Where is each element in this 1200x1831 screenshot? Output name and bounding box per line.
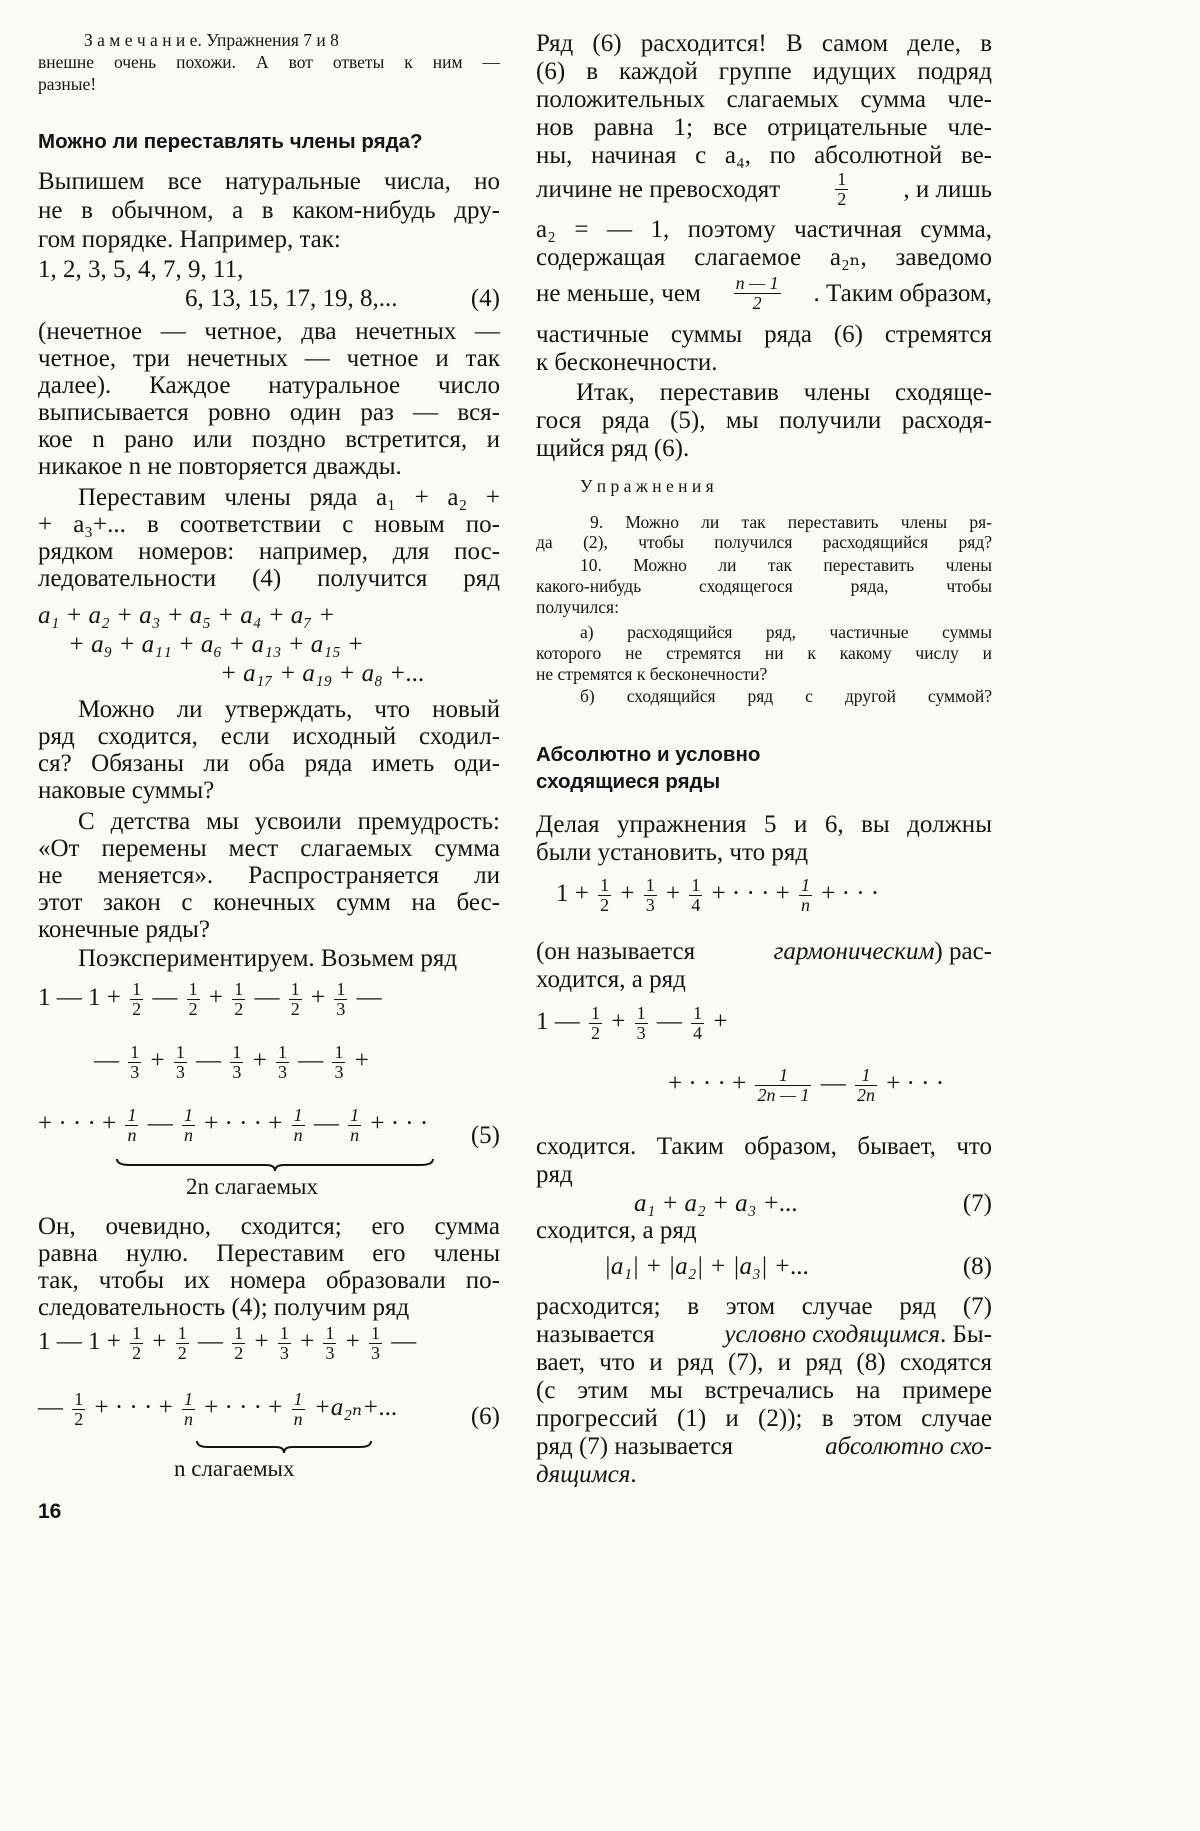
math-text: 1 + (556, 880, 589, 908)
text-line: ны, начиная с a₄, по абсолютной ве- (536, 142, 992, 169)
text-line: ряд (536, 1161, 573, 1188)
fraction: $\frac{1}{n}$ (183, 1389, 193, 1429)
fraction: $\frac{1}{3}$ (636, 1003, 646, 1043)
underbrace-n (196, 1440, 372, 1454)
fraction: $\frac{1}{2n — 1}$ (757, 1065, 810, 1105)
exercises-title: У п р а ж н е н и я (580, 476, 714, 496)
math-text: 1 — 1 + (38, 984, 121, 1012)
text-fragment: ряд (7) называется (536, 1433, 734, 1460)
math-op: — (391, 1328, 417, 1356)
equation-number-7: (7) (962, 1190, 992, 1217)
text-line: гом порядке. Например, так: (38, 226, 341, 253)
math-op: + (611, 1008, 626, 1036)
text-line (536, 1461, 992, 1488)
text-line: «От перемены мест слагаемых сумма (38, 835, 500, 862)
text-line: (6) в каждой группе идущих подряд (536, 58, 992, 85)
fraction: $\frac{1}{3}$ (175, 1042, 185, 1082)
math-op: + · · · (886, 1070, 945, 1098)
text-line: не меняется». Распространяется ли (38, 862, 500, 889)
text-line: a₂ = — 1, поэтому частичная сумма, (536, 216, 992, 243)
text-line: следовательность (4); получим ряд (38, 1294, 410, 1321)
exercise-line: б) сходящийся ряд с другой суммой? (580, 686, 992, 706)
math-text: 1 — (536, 1008, 580, 1036)
math-op: + · · · + (204, 1394, 283, 1422)
text-line (536, 1433, 992, 1460)
text-line: конечные ряды? (38, 916, 210, 943)
text-line: содержащая слагаемое a₂ₙ, заведомо (536, 244, 992, 271)
text-line: сходится, а ряд (536, 1217, 697, 1244)
fraction: $\frac{1}{n}$ (350, 1105, 360, 1145)
text-fragment: , и лишь (903, 176, 992, 203)
equation-number-8: (8) (962, 1253, 992, 1280)
math-op: — (38, 1394, 63, 1422)
text-line-with-fraction (536, 170, 992, 209)
text-line: щийся ряд (6). (536, 435, 690, 462)
exercise-line: какого-нибудь сходящегося ряда, чтобы (536, 576, 992, 596)
text-line: наковые суммы? (38, 777, 215, 804)
equation-number-4: (4) (470, 285, 500, 312)
fraction: $\frac{1}{2}$ (234, 979, 244, 1019)
text-line (536, 938, 992, 965)
sequence-4-line-1: 1, 2, 3, 5, 4, 7, 9, 11, (38, 256, 244, 283)
math-op: + · · · + (668, 1070, 747, 1098)
text-fragment: ) рас- (934, 938, 992, 965)
text-line: гося ряда (5), мы получили расходя- (536, 407, 992, 434)
exercise-line: не стремятся к бесконечности? (536, 664, 768, 684)
exercise-line: 10. Можно ли так переставить члены (580, 555, 992, 575)
text-fragment: . Таким образом, (813, 280, 992, 307)
math-op: — (152, 984, 178, 1012)
series-5-line-2 (38, 1043, 500, 1082)
equation-number-5: (5) (470, 1122, 500, 1149)
math-op: — (147, 1110, 173, 1138)
text-line: далее). Каждое натуральное число (38, 372, 500, 399)
fraction: $\frac{1}{2}$ (177, 1323, 187, 1363)
fraction: $\frac{1}{n}$ (183, 1105, 193, 1145)
fraction: $\frac{1}{3}$ (371, 1323, 381, 1363)
text-line: Можно ли утверждать, что новый (78, 696, 500, 723)
text-fragment: . Бы- (940, 1321, 992, 1348)
fraction: $\frac{1}{3}$ (232, 1042, 242, 1082)
page-number: 16 (38, 1500, 62, 1523)
text-line: четное, три нечетных — четное и так (38, 345, 500, 372)
math-op: + (310, 984, 326, 1012)
harmonic-series (536, 876, 992, 915)
text-line: к бесконечности. (536, 349, 718, 376)
underbrace-label-2n: 2n слагаемых (186, 1174, 319, 1199)
fraction: $\frac{1}{n}$ (801, 875, 811, 915)
math-op: + · · · + (38, 1110, 117, 1138)
fraction: $\frac{1}{2}$ (74, 1389, 84, 1429)
equation-number-6: (6) (470, 1403, 500, 1430)
text-fragment: . (630, 1461, 637, 1488)
fraction: $\frac{1}{2}$ (600, 875, 610, 915)
text-line: выписывается ровно один раз — вся- (38, 399, 500, 426)
exercise-line: которого не стремятся ни к какому числу и (536, 643, 992, 663)
text-line: ходится, а ряд (536, 966, 686, 993)
math-op: — (197, 1328, 223, 1356)
text-line: Поэкспериментируем. Возьмем ряд (78, 945, 458, 972)
fraction: $\frac{1}{3}$ (645, 875, 655, 915)
text-line: равна нулю. Переставим его члены (38, 1240, 500, 1267)
fraction-one-half: $\frac{1}{2}$ (837, 169, 847, 209)
math-op: + (208, 984, 223, 1012)
text-line: (с этим мы встречались на примере (536, 1377, 992, 1404)
fraction: $\frac{1}{n}$ (293, 1389, 303, 1429)
math-op: — (313, 1110, 339, 1138)
text-line: частичные суммы ряда (6) стремятся (536, 321, 992, 348)
math-op: + (354, 1047, 369, 1075)
text-line: были установить, что ряд (536, 839, 809, 866)
text-line: так, чтобы их номера образовали по- (38, 1267, 500, 1294)
alternating-series-line-2 (536, 1066, 992, 1105)
math-op: + (152, 1328, 167, 1356)
italic-term-conditional: условно сходящимся (724, 1321, 941, 1348)
math-op: — (94, 1047, 119, 1075)
fraction: $\frac{1}{2}$ (188, 979, 198, 1019)
fraction: $\frac{1}{3}$ (130, 1042, 140, 1082)
math-op: — (254, 984, 280, 1012)
text-line: ся? Обязаны ли оба ряда иметь оди- (38, 750, 500, 777)
exercise-line: получился: (536, 597, 619, 617)
text-line: Переставим члены ряда a₁ + a₂ + (78, 484, 500, 511)
fraction: $\frac{1}{3}$ (277, 1042, 287, 1082)
exercise-line: 9. Можно ли так переставить члены ря- (590, 512, 992, 532)
text-line: С детства мы усвоили премудрость: (78, 808, 500, 835)
text-line (536, 1321, 992, 1348)
exercise-line: а) расходящийся ряд, частичные суммы (580, 622, 992, 642)
fraction: $\frac{1}{3}$ (279, 1323, 289, 1363)
fraction: $\frac{1}{4}$ (691, 875, 701, 915)
series-a-line-3: + a₁₇ + a₁₉ + a₈ +... (220, 660, 425, 687)
underbrace-label-n: n слагаемых (174, 1456, 295, 1481)
math-op: — (356, 984, 382, 1012)
math-op: + (665, 880, 681, 908)
text-fragment: личине не превосходят (536, 176, 781, 203)
text-line: ряд сходится, если исходный сходил- (38, 723, 500, 750)
text-line: никакое n не повторяется дважды. (38, 453, 402, 480)
fraction: $\frac{1}{3}$ (336, 979, 346, 1019)
math-op: + · · · (821, 880, 880, 908)
fraction: $\frac{1}{2}$ (132, 1323, 142, 1363)
text-line: Выпишем все натуральные числа, но (38, 168, 500, 195)
text-line: положительных слагаемых сумма чле- (536, 86, 992, 113)
text-line: (нечетное — четное, два нечетных — (38, 318, 500, 345)
section-heading-absolute-conditional-line-2: сходящиеся ряды (536, 770, 721, 793)
text-fragment: называется (536, 1321, 655, 1348)
text-line: расходится; в этом случае ряд (7) (536, 1293, 992, 1320)
text-line: не в обычном, а в каком-нибудь дру- (38, 197, 500, 224)
math-op: + · · · (370, 1110, 429, 1138)
math-text: 1 — 1 + (38, 1328, 121, 1356)
fraction: $\frac{1}{n}$ (127, 1105, 137, 1145)
remark-line-1: З а м е ч а н и е. Упражнения 7 и 8 (84, 30, 339, 50)
text-line: Делая упражнения 5 и 6, вы должны (536, 811, 992, 838)
exercise-line: да (2), чтобы получился расходящийся ряд? (536, 532, 992, 552)
fraction: $\frac{1}{4}$ (693, 1003, 703, 1043)
math-op: + (254, 1328, 269, 1356)
math-op: + (620, 880, 635, 908)
math-op: — (820, 1070, 846, 1098)
italic-term-absolute: абсолютно схо- (825, 1433, 992, 1460)
remark-line-2: внешне очень похожи. А вот ответы к ним — (38, 52, 500, 72)
fraction: $\frac{1}{2}$ (290, 979, 300, 1019)
series-7: a₁ + a₂ + a₃ +... (634, 1190, 799, 1217)
fraction: $\frac{1}{2n}$ (856, 1065, 875, 1105)
math-op: + · · · + (711, 880, 790, 908)
text-line: этот закон с конечных сумм на бес- (38, 889, 500, 916)
remark-line-3: разные! (38, 74, 97, 94)
math-op: + (300, 1328, 315, 1356)
text-line-with-fraction (536, 274, 992, 313)
text-fragment: (он называется (536, 938, 696, 965)
underbrace-2n (116, 1158, 434, 1172)
text-line: ледовательности (4) получится ряд (38, 565, 500, 592)
alternating-series-line-1 (536, 1004, 992, 1043)
italic-term-harmonic: гармоническим (773, 938, 935, 965)
math-op: — (196, 1047, 222, 1075)
series-a-line-1: a₁ + a₂ + a₃ + a₅ + a₄ + a₇ + (38, 602, 336, 629)
series-5-line-1 (38, 980, 500, 1019)
fraction: $\frac{1}{2}$ (132, 979, 142, 1019)
series-8: |a₁| + |a₂| + |a₃| +... (604, 1253, 810, 1280)
math-op: — (298, 1047, 324, 1075)
fraction: $\frac{1}{3}$ (334, 1042, 344, 1082)
text-line: + a₃+... в соответствии с новым по- (38, 511, 500, 538)
series-a-line-2: + a₉ + a₁₁ + a₆ + a₁₃ + a₁₅ + (68, 631, 364, 658)
section-heading-rearrange: Можно ли переставлять члены ряда? (38, 130, 423, 153)
section-heading-absolute-conditional: Абсолютно и условно (536, 743, 761, 766)
text-line: Он, очевидно, сходится; его сумма (38, 1213, 500, 1240)
fraction-n-minus-1-over-2: $\frac{n — 1}{2}$ (735, 273, 779, 313)
math-op: + · · · + (204, 1110, 283, 1138)
math-op: + (150, 1047, 165, 1075)
text-line: нов равна 1; все отрицательные чле- (536, 114, 992, 141)
fraction: $\frac{1}{n}$ (293, 1105, 303, 1145)
math-op: + (345, 1328, 360, 1356)
italic-term-absolute-end: дящимся (536, 1461, 631, 1488)
fraction: $\frac{1}{2}$ (591, 1003, 600, 1043)
math-text: +a₂ₙ+... (313, 1394, 398, 1422)
sequence-4-line-2: 6, 13, 15, 17, 19, 8,... (185, 285, 398, 312)
text-line: кое n рано или поздно встретится, и (38, 426, 500, 453)
math-op: + (713, 1008, 728, 1036)
text-fragment: не меньше, чем (536, 280, 701, 307)
text-line: рядком номеров: например, для пос- (38, 538, 500, 565)
text-line: Ряд (6) расходится! В самом деле, в (536, 30, 992, 57)
math-op: + · · · + (94, 1394, 173, 1422)
text-line: Итак, переставив члены сходяще- (576, 379, 992, 406)
series-6-line-1 (38, 1324, 500, 1363)
fraction: $\frac{1}{3}$ (325, 1323, 335, 1363)
text-line: прогрессий (1) и (2)); в этом случае (536, 1405, 992, 1432)
math-op: + (252, 1047, 267, 1075)
fraction: $\frac{1}{2}$ (234, 1323, 244, 1363)
math-op: — (656, 1008, 682, 1036)
text-line: сходится. Таким образом, бывает, что (536, 1133, 992, 1160)
text-line: вает, что и ряд (7), и ряд (8) сходятся (536, 1349, 992, 1376)
